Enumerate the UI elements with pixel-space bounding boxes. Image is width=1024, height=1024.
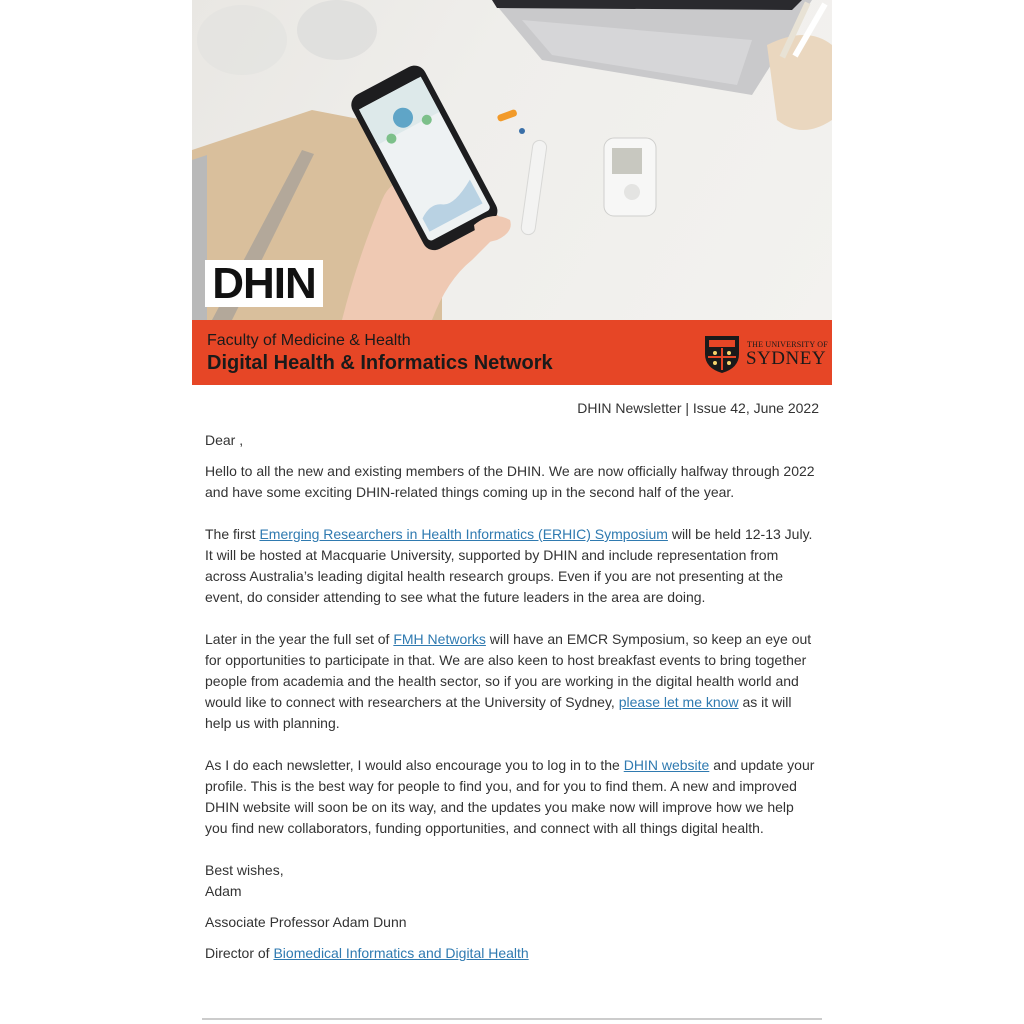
- biomedical-informatics-link[interactable]: Biomedical Informatics and Digital Health: [273, 945, 529, 961]
- university-crest-icon: [702, 332, 742, 374]
- divider: [202, 1018, 822, 1020]
- faculty-name: Faculty of Medicine & Health: [207, 332, 411, 349]
- university-label-small: THE UNIVERSITY OF: [747, 340, 828, 349]
- network-title: Digital Health & Informatics Network: [207, 352, 553, 374]
- newsletter-email: [192, 0, 832, 1024]
- dhin-website-link[interactable]: DHIN website: [623, 757, 710, 773]
- director-line: Director of Biomedical Informatics and Digital Health: [205, 945, 529, 961]
- paragraph-fmh: Later in the year the full set of FMH Networks will have an EMCR Symposium, so keep an eye out for opportunities to participate in that. We are also keen to host breakfast events to bring together people from academia and the health sector, so if you are working in the digital health world and would like to connect with researchers at the University of Sydney, please let me know as it will help us with planning.: [205, 631, 812, 731]
- signoff-name: Adam: [205, 883, 242, 899]
- fmh-networks-link[interactable]: FMH Networks: [393, 631, 486, 647]
- dhin-logo-text: DHIN: [212, 258, 316, 308]
- university-label-big: SYDNEY: [746, 348, 827, 369]
- signoff: Best wishes,: [205, 862, 284, 878]
- header-banner: [192, 320, 832, 385]
- newsletter-body: [205, 430, 819, 964]
- paragraph-intro: Hello to all the new and existing members of the DHIN. We are now officially halfway through 2022 and have some exciting DHIN-related things coming up in the second half of the year.: [205, 463, 815, 500]
- university-logo[interactable]: [702, 332, 828, 374]
- signature-title: Associate Professor Adam Dunn: [205, 914, 407, 930]
- erhic-symposium-link[interactable]: Emerging Researchers in Health Informatics (ERHIC) Symposium: [259, 526, 668, 542]
- greeting: Dear ,: [205, 432, 244, 448]
- let-me-know-link[interactable]: please let me know: [618, 694, 739, 710]
- dhin-logo: [205, 260, 323, 307]
- hero-image: [192, 0, 832, 320]
- paragraph-erhic: The first Emerging Researchers in Health Informatics (ERHIC) Symposium will be held 12-13 July. It will be hosted at Macquarie University, supported by DHIN and include representation from across Australia’s leading digital health research groups. Even if you are not presenting at the event, do consider attending to see what the future leaders in the area are doing.: [205, 526, 813, 605]
- issue-line: DHIN Newsletter | Issue 42, June 2022: [577, 400, 819, 416]
- paragraph-website: As I do each newsletter, I would also encourage you to log in to the DHIN website and update your profile. This is the best way for people to find you, and for you to find them. A new and improved DHIN website will soon be on its way, and the updates you make now will improve how we help you find new collaborators, funding opportunities, and connect with all things digital health.: [205, 757, 815, 836]
